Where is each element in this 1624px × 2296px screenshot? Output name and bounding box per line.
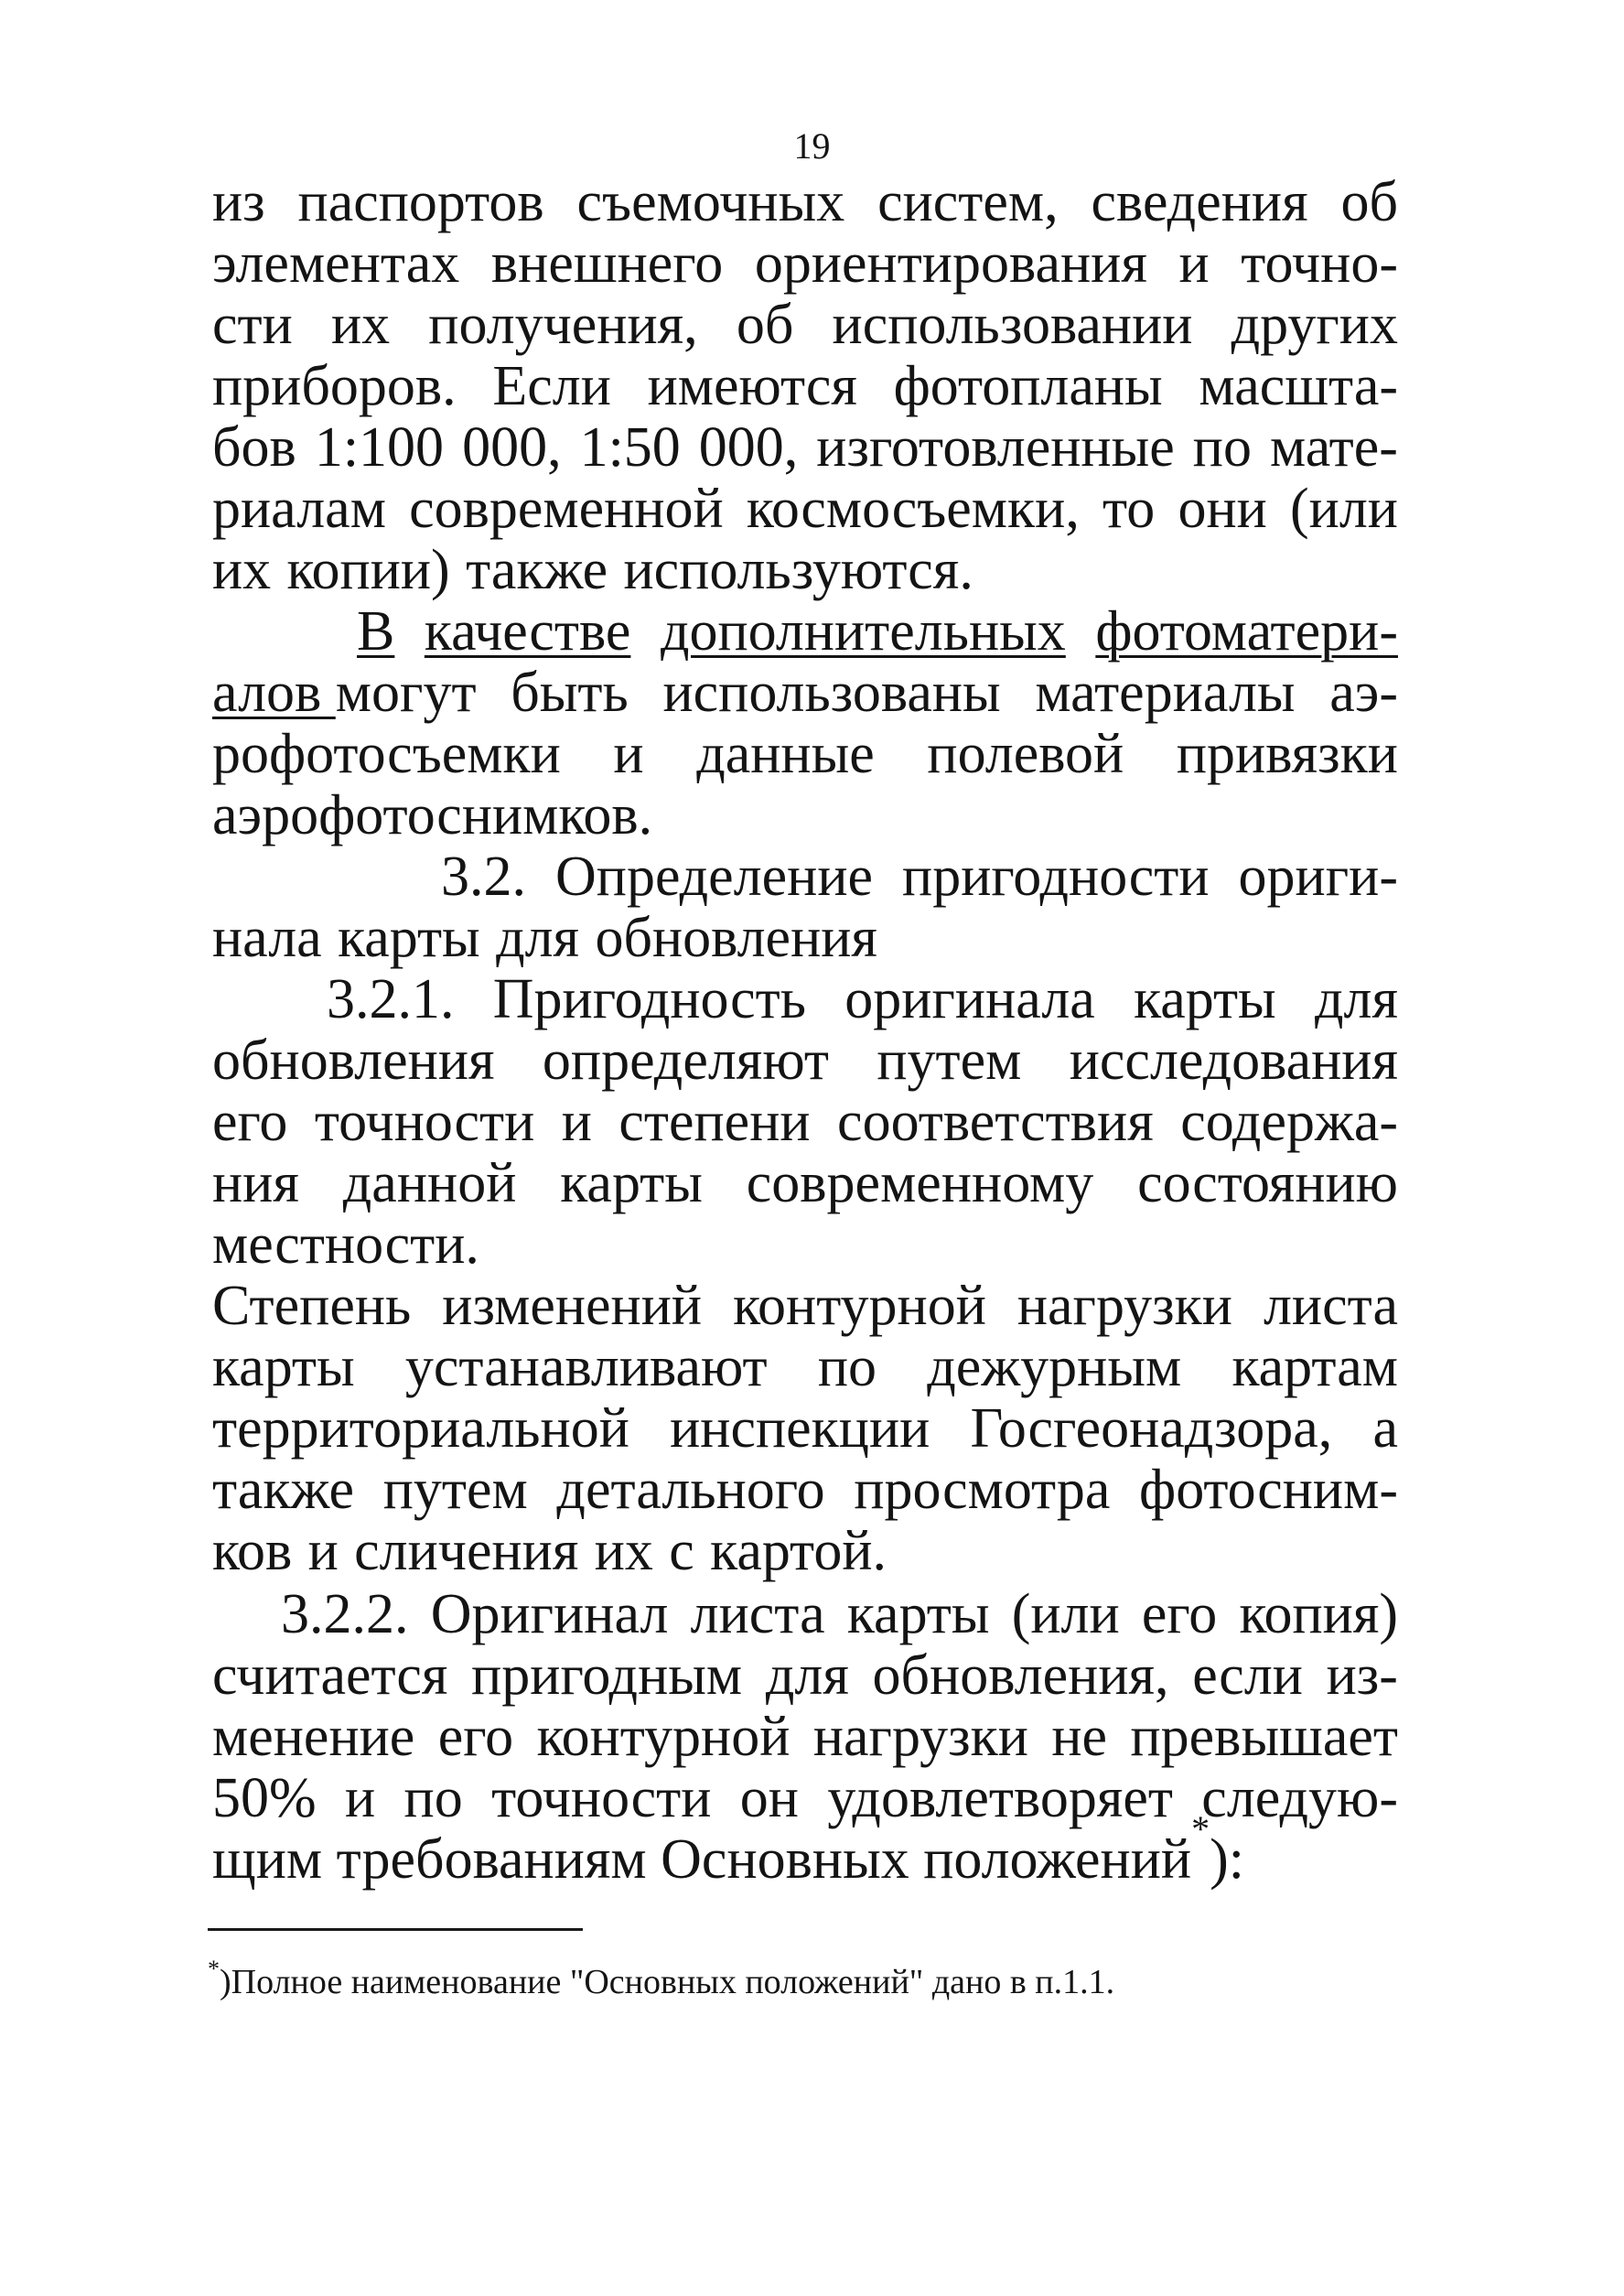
footnote-separator — [208, 1928, 583, 1931]
word: состоянию — [1137, 1152, 1398, 1214]
word: сличения — [354, 1520, 579, 1582]
word: если — [1192, 1644, 1303, 1707]
word: точности — [314, 1091, 535, 1153]
word: с — [669, 1520, 694, 1582]
text-line — [212, 356, 1398, 417]
text-line-with-footnote — [212, 1808, 1398, 1891]
word: 3.2.1. — [327, 968, 455, 1030]
word: их — [212, 539, 272, 601]
word: использовании — [832, 294, 1193, 356]
text-line — [212, 663, 1398, 724]
word: путем — [877, 1029, 1022, 1092]
word: превышает — [1130, 1706, 1398, 1768]
text-line — [212, 479, 1398, 540]
word: инспекции — [670, 1397, 930, 1460]
word: привязки — [1176, 723, 1398, 785]
word: оригинала — [844, 968, 1095, 1030]
text-line — [212, 295, 1398, 356]
word: и — [1178, 232, 1210, 295]
word: считается — [212, 1644, 448, 1707]
word: его — [437, 1706, 514, 1768]
paragraph-3-2-1 — [212, 969, 1398, 1276]
page-number: 19 — [793, 125, 831, 167]
word: и — [613, 723, 644, 785]
word: современному — [746, 1152, 1094, 1214]
word: об — [736, 294, 794, 356]
word: он — [739, 1767, 799, 1829]
text-line — [212, 969, 1398, 1030]
word: могут — [335, 662, 477, 724]
text-line — [212, 1214, 1398, 1276]
word: карты — [1134, 968, 1276, 1030]
word: съемочных — [576, 171, 845, 233]
word: дежурным — [927, 1336, 1182, 1398]
word: систем, — [877, 171, 1059, 233]
word: содержа- — [1180, 1091, 1398, 1153]
word: территориальной — [212, 1397, 629, 1460]
word: фотосним- — [1139, 1459, 1398, 1521]
text-line — [212, 1337, 1398, 1398]
word: также — [212, 1459, 355, 1521]
word: риалам — [212, 478, 386, 540]
word: данной — [342, 1152, 517, 1214]
word: устанавливают — [404, 1336, 768, 1398]
footnote-mark: * — [208, 1955, 220, 1982]
word: Степень — [212, 1275, 412, 1337]
word: рофотосъемки — [212, 723, 561, 785]
text-line — [212, 1521, 1398, 1582]
word: нала — [212, 907, 322, 969]
word: его — [212, 1091, 288, 1153]
word: контурной — [733, 1275, 986, 1337]
word: детального — [556, 1459, 825, 1521]
word: имеются — [647, 355, 857, 417]
word: других — [1231, 294, 1398, 356]
underlined-term — [357, 601, 1398, 663]
word: внешнего — [490, 232, 724, 295]
word: точности — [491, 1767, 712, 1829]
word: 1:100 — [314, 416, 445, 479]
word: соответствия — [837, 1091, 1154, 1153]
word: 3.2. — [441, 846, 526, 908]
word: менение — [212, 1706, 415, 1768]
word: точно- — [1241, 232, 1398, 295]
word: 50% — [212, 1767, 317, 1829]
word: аэ- — [1329, 662, 1398, 724]
word: ориги- — [1238, 846, 1398, 908]
word: дополнительных — [660, 600, 1066, 663]
word: бов — [212, 416, 296, 479]
text-line — [212, 601, 1398, 663]
word: 3.2.2. — [281, 1583, 409, 1645]
word: аэрофотоснимков. — [212, 784, 653, 846]
word: то — [1102, 478, 1156, 540]
word: картой. — [710, 1520, 887, 1582]
word: картам — [1231, 1336, 1398, 1398]
word: изготовленные — [816, 416, 1175, 479]
word: используются. — [623, 539, 973, 601]
word: из — [212, 171, 265, 233]
word: качестве — [424, 600, 631, 663]
word: об — [1340, 171, 1398, 233]
word: из- — [1326, 1644, 1398, 1707]
text-line — [212, 1645, 1398, 1707]
word: обновления, — [872, 1644, 1169, 1707]
word: В — [357, 600, 395, 663]
word: Если — [492, 355, 611, 417]
word: для — [765, 1644, 849, 1707]
word: и — [561, 1091, 592, 1153]
word: обновления — [595, 907, 877, 969]
text-line — [212, 1584, 1398, 1645]
word: карты — [846, 1583, 990, 1645]
word: современной — [409, 478, 724, 540]
text-line — [212, 172, 1398, 233]
word: их — [330, 294, 391, 356]
word: Госгеонадзора, — [970, 1397, 1333, 1460]
word: копия) — [1239, 1583, 1398, 1645]
word: мате- — [1269, 416, 1398, 479]
word: а — [1372, 1397, 1398, 1460]
word: для — [496, 907, 580, 969]
word: паспортов — [297, 171, 544, 233]
text-line — [212, 417, 1398, 479]
word: элементах — [212, 232, 460, 295]
word: сти — [212, 294, 293, 356]
word: (или — [1290, 478, 1398, 540]
word: нагрузки — [812, 1706, 1028, 1768]
word: по — [817, 1336, 877, 1398]
word: (или — [1011, 1583, 1120, 1645]
word: и — [345, 1767, 376, 1829]
section-heading-3-2 — [212, 846, 1398, 969]
word: для — [1314, 968, 1398, 1030]
word: исследования — [1069, 1029, 1398, 1092]
text-line — [212, 724, 1398, 785]
word: 000, — [698, 416, 799, 479]
word: масшта- — [1199, 355, 1398, 417]
word: степени — [618, 1091, 811, 1153]
word: 000, — [462, 416, 562, 479]
footnote-text: )Полное наименование "Основных положений" дано в п.1.1. — [220, 1963, 1115, 2001]
text-line — [212, 233, 1398, 295]
word: листа — [690, 1583, 825, 1645]
text-line — [212, 1030, 1398, 1092]
word: пригодным — [471, 1644, 743, 1707]
word: также — [466, 539, 608, 601]
word: использованы — [662, 662, 1001, 724]
word: 1:50 — [579, 416, 681, 479]
word: фотопланы — [893, 355, 1163, 417]
paragraph-degree-of-changes — [212, 1276, 1398, 1582]
word: просмотра — [854, 1459, 1111, 1521]
text-line — [212, 1092, 1398, 1153]
word: обновления — [212, 1029, 495, 1092]
word: данные — [696, 723, 875, 785]
word: Пригодность — [492, 968, 806, 1030]
paragraph-passports — [212, 172, 1398, 601]
word: они — [1178, 478, 1267, 540]
word: изменений — [442, 1275, 703, 1337]
heading-line — [212, 846, 1398, 908]
word: следую- — [1201, 1767, 1398, 1829]
word: материалы — [1035, 662, 1296, 724]
word: пригодности — [902, 846, 1210, 908]
word: не — [1051, 1706, 1108, 1768]
word: ориентирования — [754, 232, 1147, 295]
word: определяют — [542, 1029, 829, 1092]
word: карты — [212, 1336, 355, 1398]
word: их — [594, 1520, 653, 1582]
word: ния — [212, 1152, 299, 1214]
word: карты — [560, 1152, 703, 1214]
word: сведения — [1091, 171, 1308, 233]
word: нагрузки — [1016, 1275, 1232, 1337]
text-line-rest — [336, 663, 1398, 724]
word: по — [1192, 416, 1252, 479]
text-line — [212, 1768, 1398, 1829]
word: путем — [382, 1459, 528, 1521]
word: карты — [338, 907, 480, 969]
text-line — [212, 1398, 1398, 1460]
word: космосъемки, — [746, 478, 1080, 540]
footnote — [208, 1955, 1397, 2003]
word: его — [1141, 1583, 1218, 1645]
word: ков — [212, 1520, 293, 1582]
word: и — [307, 1520, 339, 1582]
word: приборов. — [212, 355, 457, 417]
paragraph-additional-materials — [212, 601, 1398, 846]
text-line — [212, 1153, 1398, 1214]
text-line — [212, 540, 1398, 601]
underlined-term-end: алов — [212, 662, 336, 724]
text-line — [212, 1276, 1398, 1337]
word: местности. — [212, 1213, 479, 1276]
word: контурной — [536, 1706, 790, 1768]
footnote-reference[interactable]: * — [1191, 1808, 1210, 1849]
word: получения, — [428, 294, 698, 356]
word: по — [403, 1767, 463, 1829]
word: полевой — [927, 723, 1124, 785]
text-line-body: щим требованиям Основных положений — [212, 1828, 1192, 1891]
text-line — [212, 1460, 1398, 1521]
text-line — [212, 1707, 1398, 1768]
heading-line — [212, 908, 1398, 969]
word: копии) — [286, 539, 450, 601]
word: Оригинал — [430, 1583, 669, 1645]
word: листа — [1263, 1275, 1398, 1337]
word: Определение — [554, 846, 874, 908]
text-line-tail: ): — [1210, 1828, 1244, 1891]
paragraph-3-2-2 — [212, 1584, 1398, 1891]
text-line — [212, 785, 1398, 846]
word: фотоматери- — [1095, 600, 1398, 663]
word: быть — [511, 662, 629, 724]
word: удовлетворяет — [827, 1767, 1173, 1829]
